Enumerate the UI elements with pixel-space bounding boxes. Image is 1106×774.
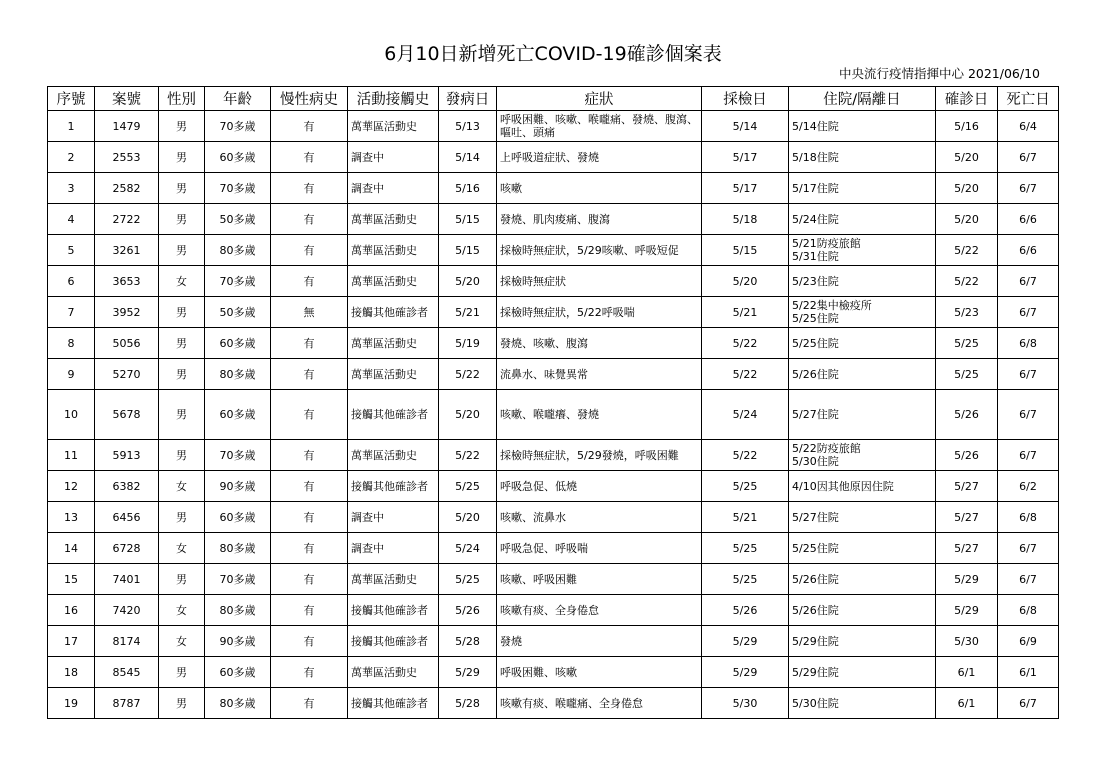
cell-admission-date: 5/27住院 xyxy=(789,502,936,533)
cell-death-date: 6/1 xyxy=(998,657,1059,688)
cell-sampling-date: 5/18 xyxy=(702,204,789,235)
cell-death-date: 6/7 xyxy=(998,533,1059,564)
cell-serial: 10 xyxy=(48,390,95,440)
cell-onset-date: 5/20 xyxy=(439,502,497,533)
cell-admission-date: 5/30住院 xyxy=(789,688,936,719)
cell-death-date: 6/9 xyxy=(998,626,1059,657)
table-row xyxy=(48,297,1059,328)
cell-case-number: 2553 xyxy=(95,142,159,173)
cell-sampling-date: 5/20 xyxy=(702,266,789,297)
cell-age: 70多歲 xyxy=(205,173,271,204)
cell-symptoms: 發燒、咳嗽、腹瀉 xyxy=(497,328,702,359)
cell-sex: 女 xyxy=(159,471,205,502)
cell-contact-history: 接觸其他確診者 xyxy=(348,390,439,440)
cell-sampling-date: 5/25 xyxy=(702,471,789,502)
cell-onset-date: 5/25 xyxy=(439,564,497,595)
cell-contact-history: 萬華區活動史 xyxy=(348,657,439,688)
cell-case-number: 3653 xyxy=(95,266,159,297)
cell-sampling-date: 5/29 xyxy=(702,657,789,688)
cell-admission-date: 5/18住院 xyxy=(789,142,936,173)
table-row xyxy=(48,173,1059,204)
cell-symptoms: 咳嗽、喉嚨癢、發燒 xyxy=(497,390,702,440)
cell-age: 60多歲 xyxy=(205,657,271,688)
cell-sampling-date: 5/25 xyxy=(702,533,789,564)
cell-case-number: 7420 xyxy=(95,595,159,626)
cell-sampling-date: 5/30 xyxy=(702,688,789,719)
cell-age: 60多歲 xyxy=(205,142,271,173)
cell-death-date: 6/4 xyxy=(998,111,1059,142)
cell-sampling-date: 5/29 xyxy=(702,626,789,657)
cell-death-date: 6/7 xyxy=(998,173,1059,204)
column-header: 年齡 xyxy=(205,87,271,111)
table-row xyxy=(48,328,1059,359)
cell-serial: 8 xyxy=(48,328,95,359)
cell-death-date: 6/7 xyxy=(998,142,1059,173)
cell-confirmed-date: 5/20 xyxy=(936,142,998,173)
cell-serial: 9 xyxy=(48,359,95,390)
cell-serial: 18 xyxy=(48,657,95,688)
cell-case-number: 6382 xyxy=(95,471,159,502)
table-body xyxy=(48,111,1059,719)
page-title: 6月10日新增死亡COVID-19確診個案表 xyxy=(384,43,722,65)
column-header: 慢性病史 xyxy=(271,87,348,111)
cell-confirmed-date: 5/23 xyxy=(936,297,998,328)
column-header: 序號 xyxy=(48,87,95,111)
cell-symptoms: 咳嗽、呼吸困難 xyxy=(497,564,702,595)
cell-serial: 16 xyxy=(48,595,95,626)
cell-admission-date: 5/26住院 xyxy=(789,359,936,390)
cell-serial: 1 xyxy=(48,111,95,142)
cell-admission-date: 5/27住院 xyxy=(789,390,936,440)
cell-confirmed-date: 5/29 xyxy=(936,564,998,595)
cell-symptoms: 採檢時無症狀 xyxy=(497,266,702,297)
cell-case-number: 8787 xyxy=(95,688,159,719)
cell-admission-date: 5/23住院 xyxy=(789,266,936,297)
cell-age: 90多歲 xyxy=(205,471,271,502)
cell-serial: 15 xyxy=(48,564,95,595)
cell-confirmed-date: 6/1 xyxy=(936,688,998,719)
cell-onset-date: 5/13 xyxy=(439,111,497,142)
cell-case-number: 1479 xyxy=(95,111,159,142)
cell-age: 80多歲 xyxy=(205,595,271,626)
cell-case-number: 2582 xyxy=(95,173,159,204)
cell-symptoms: 呼吸困難、咳嗽、喉嚨痛、發燒、腹瀉、嘔吐、頭痛 xyxy=(497,111,702,142)
cell-onset-date: 5/15 xyxy=(439,204,497,235)
cell-sex: 女 xyxy=(159,266,205,297)
cell-chronic-history: 有 xyxy=(271,173,348,204)
cell-sampling-date: 5/15 xyxy=(702,235,789,266)
cell-onset-date: 5/29 xyxy=(439,657,497,688)
cell-onset-date: 5/19 xyxy=(439,328,497,359)
cell-onset-date: 5/25 xyxy=(439,471,497,502)
cell-contact-history: 萬華區活動史 xyxy=(348,266,439,297)
cell-contact-history: 調查中 xyxy=(348,142,439,173)
cell-confirmed-date: 5/27 xyxy=(936,502,998,533)
cell-contact-history: 接觸其他確診者 xyxy=(348,688,439,719)
cell-sampling-date: 5/21 xyxy=(702,502,789,533)
cell-serial: 2 xyxy=(48,142,95,173)
cell-onset-date: 5/22 xyxy=(439,440,497,471)
table-row xyxy=(48,595,1059,626)
table-row xyxy=(48,626,1059,657)
cell-case-number: 8545 xyxy=(95,657,159,688)
cell-age: 50多歲 xyxy=(205,297,271,328)
cell-confirmed-date: 5/20 xyxy=(936,204,998,235)
table-row xyxy=(48,688,1059,719)
cell-chronic-history: 有 xyxy=(271,688,348,719)
cell-chronic-history: 有 xyxy=(271,657,348,688)
cell-symptoms: 咳嗽有痰、喉嚨痛、全身倦怠 xyxy=(497,688,702,719)
cell-serial: 11 xyxy=(48,440,95,471)
cell-sex: 男 xyxy=(159,111,205,142)
cell-symptoms: 呼吸急促、呼吸喘 xyxy=(497,533,702,564)
cell-case-number: 5678 xyxy=(95,390,159,440)
cell-death-date: 6/7 xyxy=(998,266,1059,297)
cell-serial: 17 xyxy=(48,626,95,657)
table-row xyxy=(48,657,1059,688)
cell-sampling-date: 5/14 xyxy=(702,111,789,142)
cell-serial: 13 xyxy=(48,502,95,533)
cell-serial: 6 xyxy=(48,266,95,297)
cell-admission-date: 5/25住院 xyxy=(789,533,936,564)
cell-symptoms: 咳嗽 xyxy=(497,173,702,204)
cell-age: 80多歲 xyxy=(205,359,271,390)
cell-sex: 男 xyxy=(159,173,205,204)
table-row xyxy=(48,266,1059,297)
cell-chronic-history: 有 xyxy=(271,111,348,142)
cell-onset-date: 5/22 xyxy=(439,359,497,390)
cell-age: 70多歲 xyxy=(205,440,271,471)
cell-case-number: 5270 xyxy=(95,359,159,390)
cell-case-number: 6728 xyxy=(95,533,159,564)
cell-onset-date: 5/21 xyxy=(439,297,497,328)
column-header: 症狀 xyxy=(497,87,702,111)
cell-contact-history: 萬華區活動史 xyxy=(348,235,439,266)
cell-symptoms: 咳嗽有痰、全身倦怠 xyxy=(497,595,702,626)
cell-age: 90多歲 xyxy=(205,626,271,657)
column-header: 性別 xyxy=(159,87,205,111)
cell-death-date: 6/7 xyxy=(998,390,1059,440)
cell-death-date: 6/7 xyxy=(998,564,1059,595)
cell-sex: 男 xyxy=(159,657,205,688)
cell-sampling-date: 5/26 xyxy=(702,595,789,626)
cell-case-number: 6456 xyxy=(95,502,159,533)
table-row xyxy=(48,111,1059,142)
cell-age: 70多歲 xyxy=(205,564,271,595)
cell-chronic-history: 有 xyxy=(271,359,348,390)
table-row xyxy=(48,359,1059,390)
cell-confirmed-date: 5/25 xyxy=(936,328,998,359)
cell-sex: 男 xyxy=(159,328,205,359)
cell-death-date: 6/6 xyxy=(998,235,1059,266)
cell-admission-date: 5/29住院 xyxy=(789,657,936,688)
cell-death-date: 6/8 xyxy=(998,595,1059,626)
cell-admission-date: 5/24住院 xyxy=(789,204,936,235)
cell-chronic-history: 有 xyxy=(271,204,348,235)
cell-case-number: 2722 xyxy=(95,204,159,235)
cell-serial: 7 xyxy=(48,297,95,328)
cell-symptoms: 發燒 xyxy=(497,626,702,657)
cell-death-date: 6/7 xyxy=(998,688,1059,719)
cell-chronic-history: 有 xyxy=(271,235,348,266)
cell-case-number: 5913 xyxy=(95,440,159,471)
cell-contact-history: 萬華區活動史 xyxy=(348,204,439,235)
cell-symptoms: 採檢時無症狀，5/29咳嗽、呼吸短促 xyxy=(497,235,702,266)
cell-chronic-history: 有 xyxy=(271,502,348,533)
cell-death-date: 6/2 xyxy=(998,471,1059,502)
cell-onset-date: 5/24 xyxy=(439,533,497,564)
cell-admission-date: 5/25住院 xyxy=(789,328,936,359)
cell-sex: 男 xyxy=(159,359,205,390)
cell-death-date: 6/7 xyxy=(998,440,1059,471)
cell-case-number: 3952 xyxy=(95,297,159,328)
cell-serial: 3 xyxy=(48,173,95,204)
cell-sampling-date: 5/25 xyxy=(702,564,789,595)
cell-sampling-date: 5/22 xyxy=(702,359,789,390)
cell-age: 50多歲 xyxy=(205,204,271,235)
cell-onset-date: 5/20 xyxy=(439,390,497,440)
table-row xyxy=(48,440,1059,471)
cell-sex: 男 xyxy=(159,204,205,235)
table-row xyxy=(48,142,1059,173)
cell-admission-date: 5/26住院 xyxy=(789,564,936,595)
cell-symptoms: 呼吸急促、低燒 xyxy=(497,471,702,502)
column-header: 住院/隔離日 xyxy=(789,87,936,111)
cell-sex: 男 xyxy=(159,688,205,719)
cell-onset-date: 5/28 xyxy=(439,626,497,657)
cell-serial: 19 xyxy=(48,688,95,719)
cell-confirmed-date: 5/27 xyxy=(936,471,998,502)
column-header: 發病日 xyxy=(439,87,497,111)
cell-sampling-date: 5/17 xyxy=(702,142,789,173)
cell-contact-history: 萬華區活動史 xyxy=(348,564,439,595)
cell-sex: 男 xyxy=(159,390,205,440)
cell-onset-date: 5/16 xyxy=(439,173,497,204)
death-cases-table xyxy=(47,86,1059,719)
table-row xyxy=(48,564,1059,595)
cell-death-date: 6/7 xyxy=(998,359,1059,390)
cell-chronic-history: 有 xyxy=(271,440,348,471)
cell-sex: 女 xyxy=(159,533,205,564)
cell-confirmed-date: 5/29 xyxy=(936,595,998,626)
cell-sampling-date: 5/17 xyxy=(702,173,789,204)
cell-confirmed-date: 5/16 xyxy=(936,111,998,142)
cell-contact-history: 萬華區活動史 xyxy=(348,328,439,359)
cell-onset-date: 5/15 xyxy=(439,235,497,266)
cell-admission-date: 5/21防疫旅館 5/31住院 xyxy=(789,235,936,266)
cell-age: 60多歲 xyxy=(205,502,271,533)
cell-confirmed-date: 5/26 xyxy=(936,440,998,471)
cell-chronic-history: 有 xyxy=(271,533,348,564)
column-header: 確診日 xyxy=(936,87,998,111)
cell-contact-history: 接觸其他確診者 xyxy=(348,471,439,502)
cell-symptoms: 發燒、肌肉痠痛、腹瀉 xyxy=(497,204,702,235)
table-row xyxy=(48,204,1059,235)
cell-age: 80多歲 xyxy=(205,533,271,564)
cell-case-number: 7401 xyxy=(95,564,159,595)
cell-serial: 12 xyxy=(48,471,95,502)
cell-sex: 男 xyxy=(159,440,205,471)
cell-serial: 4 xyxy=(48,204,95,235)
cell-contact-history: 接觸其他確診者 xyxy=(348,595,439,626)
cell-contact-history: 萬華區活動史 xyxy=(348,440,439,471)
cell-chronic-history: 有 xyxy=(271,626,348,657)
cell-age: 80多歲 xyxy=(205,688,271,719)
table-row xyxy=(48,533,1059,564)
cell-confirmed-date: 6/1 xyxy=(936,657,998,688)
column-header: 採檢日 xyxy=(702,87,789,111)
cell-sex: 男 xyxy=(159,235,205,266)
cell-sex: 女 xyxy=(159,595,205,626)
cell-symptoms: 流鼻水、味覺異常 xyxy=(497,359,702,390)
cell-sex: 男 xyxy=(159,564,205,595)
cell-admission-date: 4/10因其他原因住院 xyxy=(789,471,936,502)
cell-confirmed-date: 5/27 xyxy=(936,533,998,564)
cell-chronic-history: 無 xyxy=(271,297,348,328)
cell-symptoms: 上呼吸道症狀、發燒 xyxy=(497,142,702,173)
column-header: 案號 xyxy=(95,87,159,111)
cell-admission-date: 5/29住院 xyxy=(789,626,936,657)
cell-symptoms: 採檢時無症狀，5/22呼吸喘 xyxy=(497,297,702,328)
cell-onset-date: 5/14 xyxy=(439,142,497,173)
cell-case-number: 5056 xyxy=(95,328,159,359)
cell-sampling-date: 5/24 xyxy=(702,390,789,440)
cell-sex: 男 xyxy=(159,297,205,328)
cell-chronic-history: 有 xyxy=(271,595,348,626)
cell-chronic-history: 有 xyxy=(271,328,348,359)
cell-sex: 女 xyxy=(159,626,205,657)
cell-confirmed-date: 5/20 xyxy=(936,173,998,204)
source-date: 中央流行疫情指揮中心 2021/06/10 xyxy=(838,66,1040,81)
cell-chronic-history: 有 xyxy=(271,266,348,297)
cell-chronic-history: 有 xyxy=(271,390,348,440)
table-row xyxy=(48,390,1059,440)
cell-serial: 5 xyxy=(48,235,95,266)
cell-confirmed-date: 5/25 xyxy=(936,359,998,390)
column-header: 死亡日 xyxy=(998,87,1059,111)
cell-symptoms: 咳嗽、流鼻水 xyxy=(497,502,702,533)
cell-contact-history: 調查中 xyxy=(348,533,439,564)
cell-symptoms: 採檢時無症狀，5/29發燒，呼吸困難 xyxy=(497,440,702,471)
cell-age: 80多歲 xyxy=(205,235,271,266)
cell-onset-date: 5/20 xyxy=(439,266,497,297)
cell-confirmed-date: 5/30 xyxy=(936,626,998,657)
cell-serial: 14 xyxy=(48,533,95,564)
cell-age: 70多歲 xyxy=(205,111,271,142)
cell-contact-history: 調查中 xyxy=(348,502,439,533)
cell-sampling-date: 5/21 xyxy=(702,297,789,328)
cell-admission-date: 5/14住院 xyxy=(789,111,936,142)
cell-symptoms: 呼吸困難、咳嗽 xyxy=(497,657,702,688)
table-row xyxy=(48,471,1059,502)
cell-contact-history: 萬華區活動史 xyxy=(348,111,439,142)
column-header: 活動接觸史 xyxy=(348,87,439,111)
cell-onset-date: 5/28 xyxy=(439,688,497,719)
cell-death-date: 6/8 xyxy=(998,328,1059,359)
cell-sex: 男 xyxy=(159,142,205,173)
cell-age: 60多歲 xyxy=(205,390,271,440)
cell-case-number: 3261 xyxy=(95,235,159,266)
table-row xyxy=(48,502,1059,533)
cell-chronic-history: 有 xyxy=(271,564,348,595)
cell-death-date: 6/8 xyxy=(998,502,1059,533)
cell-admission-date: 5/22集中檢疫所 5/25住院 xyxy=(789,297,936,328)
cell-contact-history: 接觸其他確診者 xyxy=(348,626,439,657)
cell-confirmed-date: 5/22 xyxy=(936,235,998,266)
cell-death-date: 6/6 xyxy=(998,204,1059,235)
cell-sex: 男 xyxy=(159,502,205,533)
cell-chronic-history: 有 xyxy=(271,471,348,502)
cell-admission-date: 5/22防疫旅館 5/30住院 xyxy=(789,440,936,471)
cell-case-number: 8174 xyxy=(95,626,159,657)
cell-death-date: 6/7 xyxy=(998,297,1059,328)
cell-confirmed-date: 5/22 xyxy=(936,266,998,297)
header-row xyxy=(48,87,1059,111)
cell-contact-history: 調查中 xyxy=(348,173,439,204)
cell-sampling-date: 5/22 xyxy=(702,328,789,359)
cell-sampling-date: 5/22 xyxy=(702,440,789,471)
table-row xyxy=(48,235,1059,266)
cell-age: 70多歲 xyxy=(205,266,271,297)
cell-onset-date: 5/26 xyxy=(439,595,497,626)
cell-chronic-history: 有 xyxy=(271,142,348,173)
cell-admission-date: 5/17住院 xyxy=(789,173,936,204)
cell-age: 60多歲 xyxy=(205,328,271,359)
cell-contact-history: 萬華區活動史 xyxy=(348,359,439,390)
cell-contact-history: 接觸其他確診者 xyxy=(348,297,439,328)
cell-confirmed-date: 5/26 xyxy=(936,390,998,440)
cell-admission-date: 5/26住院 xyxy=(789,595,936,626)
